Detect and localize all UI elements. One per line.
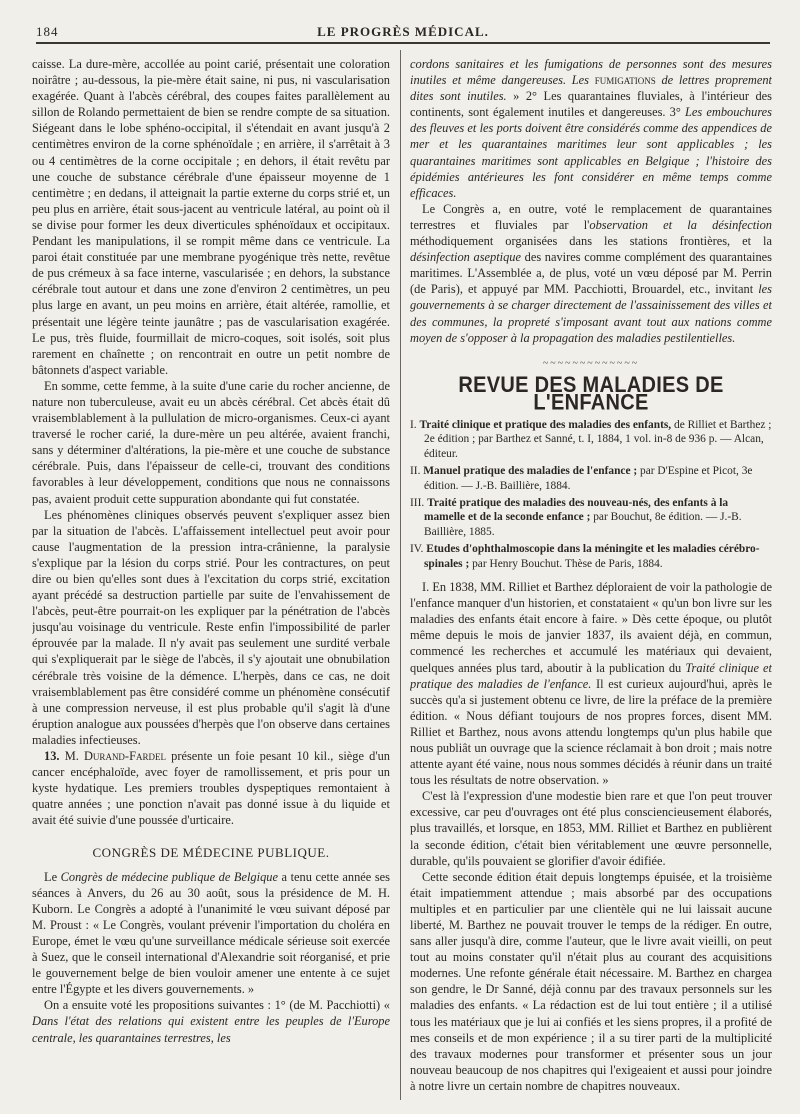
text-run: des navires comme complément des quarantaines maritimes. L'Assemblée a, de plus, voté un vœu déposé par M. Perrin (de Paris), et appuyé par MM. Pacchiotti, Brouardel, etc., invitant: [410, 250, 772, 297]
ref-title: Traité clinique et pratique des maladies des enfants,: [419, 418, 672, 431]
text-run: a tenu cette année ses séances à Anvers, du 26 au 30 août, sous la présidence de M. H. Kuborn. Le Congrès a adopté à l'unanimité le vœu suivant déposé par M. Proust : « Le Congrès, voulant prévenir l'importation du choléra en Europe, émet le vœu qu'une surveillance médicale sérieuse soit exercée à Suez, que le conseil international d'Alexandrie soit réorganisé, et prie le gouvernement belge de bien vouloir amener une entente à ce sujet entre l'Égypte et les divers gouvernements. »: [32, 869, 390, 997]
running-title: LE PROGRÈS MÉDICAL.: [317, 24, 489, 39]
paragraph-modesty: C'est là l'expression d'une modestie bien rare et que l'on peut trouver excessive, car peu d'ouvrages ont été plus consciencieusement élaborés, plus travaillés, et lorsque, en 1853, MM. Rilliet et Barthez en publièrent la seconde édition, c'était bien véritablement une œuvre personnelle, durable, qu'ils pouvaient se glorifier d'avoir édifiée.: [410, 789, 772, 868]
congress-name: Congrès de médecine publique de Belgique: [60, 869, 278, 884]
text-run: Le: [44, 869, 61, 884]
italic-run: observation et la désinfection: [589, 217, 772, 232]
italic-run: de lettres proprement dites sont inutiles.: [410, 73, 772, 104]
italic-run: Les embouchures des fleuves et les ports doivent être considérés comme des appendices de mer et les quarantaines maritimes leur sont applicables ; les quarantaines maritimes sont applicables en Belgique ; l'histoire des épidémies antérieures les font considérer en même temps comme efficaces.: [410, 105, 772, 200]
paragraph-case-findings: caisse. La dure-mère, accollée au point carié, présentait une coloration noirâtre ; au-dessous, la pie-mère était saine, ni pus, ni vascularisation exagérée. Quant à l'abcès cérébral, des coupes faites parallèlement au sillon de Rolando permettaient de bien se rendre compte de sa situation. Siégeant dans le lobe sphéno-occipital, il s'étendait en avant jusqu'à 2 centimètres environ de la corne sphénoïdale ; en arrière, il s'arrêtait à 3 ou 4 centimètres de la corne occipitale ; en dehors, il était revêtu par une couche de substance cérébrale d'une épaisseur moyenne de 1 centimètre ; en dedans, il atteignait la partie externe du corps strié et, un peu plus en arrière, était sous-jacent au ventricule latéral, au point où il se divise pour former les deux diverticules sphénoïdaux et occipitaux. Pendant les manipulations, il se rompit même dans ce ventricule. La paroi était constituée par une membrane pyogénique très nette, revêtue de pus crémeux à sa face interne, vascularisée ; en dehors, la substance cérébrale tout autour et dans une zone d'environ 2 centimètres, un peu plus large en avant, un peu moins en arrière, était altérée, ramollie, et présentait une légère teinte jaunâtre ; pas de vascularisation exagérée. Le pus, très fluide, fourmillait de micro-coques, soit isolés, soit plus rarement en chaînette ; on rencontrait en outre un petit nombre de bâtonnets d'aspect variable.: [32, 57, 390, 377]
ornament-divider: ~~~~~~~~~~~~~: [542, 357, 640, 369]
paragraph-review-history: [410, 579, 772, 788]
section-title-revue: REVUE DES MALADIES DE L'ENFANCE: [458, 372, 724, 415]
ref-number: II.: [410, 465, 421, 478]
ref-number: I.: [410, 418, 417, 431]
italic-run: cordons sanitaires et les fumigations de personnes sont des mesures inutiles et même dangereuses. Les: [410, 57, 772, 88]
text-run: I. En 1838, MM. Rilliet et Barthez déploraient de voir la pathologie de l'enfance manquer d'un historien, et constataient « qu'un bon livre sur les maladies des enfants était encore à faire. » Dès cette époque, ou plutôt même depuis le mois de janvier 1837, ils avaient déjà, en commun, commencé les recherches et accumulé les matériaux qui devaient, quelques années plus tard, aboutir à la publication du: [410, 580, 772, 675]
paragraph-quarantine: [410, 56, 772, 201]
page-header: [36, 20, 770, 44]
italic-run: les gouvernements à se charger directement de l'assainissement des villes et des communes, la propreté s'imposant avant tout aux nations comme moyen de s'opposer à la propagation des maladies pestilentielles.: [410, 282, 772, 345]
left-column: [32, 56, 390, 1100]
column-divider: [400, 50, 401, 1100]
text-run: » 2° Les quarantaines fluviales, à l'intérieur des continents, sont également inutiles et dangereuses. 3°: [410, 89, 772, 120]
paragraph-propositions: [32, 997, 390, 1045]
ref-details: de Rilliet et Barthez ; 2e édition ; par Barthez et Sanné, t. I, 1884, 1 vol. in-8 de 936 p. — Alcan, éditeur.: [424, 418, 772, 460]
ref-title: Traité pratique des maladies des nouveau-nés, des enfants à la mamelle et de la seconde enfance ;: [424, 497, 729, 524]
text-run: On a ensuite voté les propositions suivantes : 1° (de M. Pacchiotti) «: [44, 998, 390, 1013]
case-text: présente un foie pesant 10 kil., siège d'un cancer encéphaloïde, avec foyer de ramollissement, et pris pour un kyste hydatique. Les premiers troubles dyspeptiques remontaient à quatre années ; une ponction n'avait pas donné issue à du liquide et avait été suivie d'une poussée d'urticaire.: [32, 749, 390, 828]
case-number: 13.: [44, 749, 60, 764]
italic-run: Dans l'état des relations qui existent entre les peuples de l'Europe centrale, les quarantaines terrestres, les: [32, 1014, 390, 1045]
reference-item: [410, 542, 772, 571]
ref-title: Etudes d'ophthalmoscopie dans la méningite et les maladies cérébro-spinales ;: [424, 543, 760, 570]
text-run: Le Congrès a, en outre, voté le remplacement de quarantaines terrestres et fluviales par l': [410, 201, 772, 232]
reference-item: [410, 496, 772, 539]
reference-item: [410, 418, 772, 461]
paragraph-case-13: [32, 748, 390, 828]
ref-number: IV.: [410, 543, 424, 556]
ref-details: par Bouchut, 8e édition. — J.-B. Baillière, 1885.: [424, 511, 742, 538]
paragraph-congres-vote: [410, 201, 772, 346]
right-column: [410, 56, 772, 1100]
case-author: M. Durand-Fardel: [64, 749, 166, 764]
text-run: méthodiquement organisées dans les stations frontières, et la: [410, 234, 772, 249]
paragraph-congres-intro: [32, 869, 390, 998]
ref-details: par D'Espine et Picot, 3e édition. — J.-B. Baillière, 1884.: [424, 465, 753, 492]
smallcaps-run: fumigations: [589, 73, 656, 88]
reference-item: [410, 464, 772, 493]
ref-title: Manuel pratique des maladies de l'enfance ;: [423, 465, 638, 478]
page-number: 184: [36, 24, 59, 39]
paragraph-summary: En somme, cette femme, à la suite d'une carie du rocher ancienne, de nature non tuberculeuse, avait eu un abcès cérébral. Cet abcès était dû vraisemblablement à la pullulation de micro-organismes. Ceux-ci ayant traversé le rocher carié, la dure-mère un peu altérée, avaient franchi, sans y déterminer d'altérations, la pie-mère et une couche de substance cérébrale. Puis, dans l'épaisseur de celle-ci, trouvant des conditions favorables à leur développement, conditions que nous ne connaissons pas, avaient produit cette suppuration abondante qui fut constatée.: [32, 378, 390, 506]
paragraph-second-edition: Cette seconde édition était depuis longtemps épuisée, et la troisième était impatiemment attendue ; mais absorbé par des occupations multiples et en particulier par une clientèle qui ne lui laissait aucune liberté, M. Barthez ne pouvait trouver le temps de la rédiger. En outre, sans aller jusqu'à dire, comme l'auteur, que le livre avait vieilli, on peut tout au moins constater qu'il n'était plus au courant des acquisitions modernes. Une refonte générale était nécessaire. M. Barthez en chargea son gendre, le Dr Sanné, déjà connu par des travaux personnels sur les maladies des enfants. « La rédaction est de lui tout entière ; il a utilisé tous les matériaux que je lui ai confiés et les siens propres, il a profité de mes conseils et de mon expérience ; il a su tirer parti de la multiplicité des travaux modernes pour transformer et présenter sous un jour nouveau beaucoup de nos chapitres qui l'exigeaient et aussi pour joindre à notre livre un certain nombre de chapitres nouveaux.: [410, 869, 772, 1093]
italic-run: désinfection aseptique: [410, 250, 521, 265]
paragraph-clinical-phenomena: Les phénomènes cliniques observés peuvent s'expliquer assez bien par la situation de l'abcès. L'affaissement intellectuel peut avoir pour cause l'augmentation de la pression intra-crânienne, la paralysie s'explique par la lésion du corps strié. Pour les contractures, on peut dire ou bien qu'elles sont dues à l'excitation du corps strié, excitation ayant précédé sa destruction partielle par suite de l'envahissement de l'abcès, peut-être pourrait-on les expliquer par la pénétration de l'abcès jusqu'au voisinage du ventricule. Reste enfin l'impossibilité de parler éprouvée par la malade. Il n'y avait pas seulement une surdité verbale qui s'expliquerait par le siège de l'abcès, il s'y ajoutait une obnubilation cérébrale très voisine de la démence. L'herpès, dans ce cas, ne doit vraisemblablement pas être considéré comme un phénomène consécutif à une compression nerveuse, il est plus probable qu'il s'agit là d'une éruption analogue aux poussées d'herpès que l'on observe dans certaines maladies infectieuses.: [32, 507, 390, 747]
text-run: Il est curieux aujourd'hui, après le succès qu'a si justement obtenu ce livre, de lire la préface de la première édition. « Nous défiant toujours de nos propres forces, disent MM. Rilliet et Barthez, nous avons attendu longtemps qu'un plus habile que nous publiât un ouvrage que la science réclamait à bon droit ; mais notre attente ayant été vaine, nous nous sommes décidés à réunir dans un traité tous les résultats de notre observation. »: [410, 676, 772, 788]
ref-number: III.: [410, 497, 425, 509]
italic-run: Traité clinique et pratique des maladies de l'enfance.: [410, 660, 772, 691]
section-title-congres: CONGRÈS DE MÉDECINE PUBLIQUE.: [92, 844, 330, 860]
ref-details: par Henry Bouchut. Thèse de Paris, 1884.: [469, 557, 663, 570]
